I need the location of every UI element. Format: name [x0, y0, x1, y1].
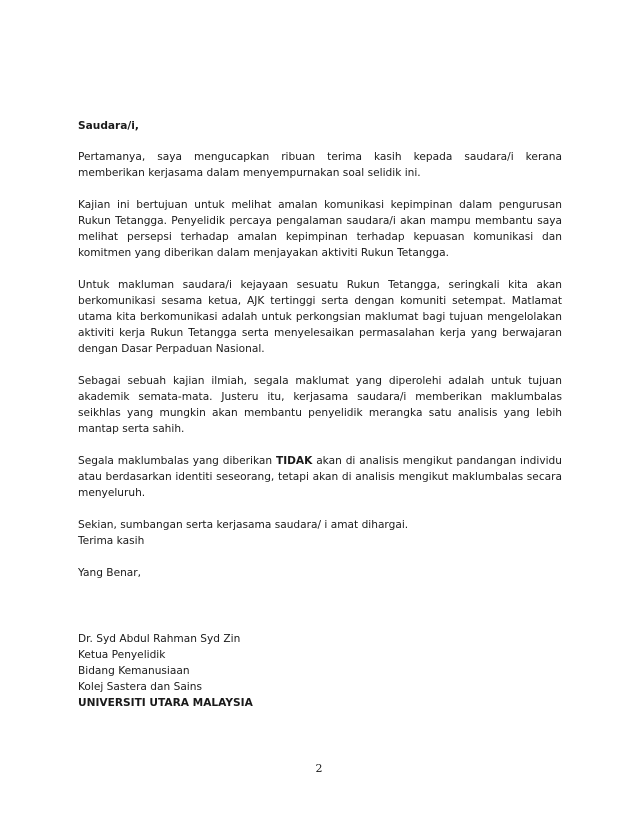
- closing-appreciation: Sekian, sumbangan serta kerjasama saudara/ i amat dihargai.: [78, 519, 409, 531]
- closing-thanks: Terima kasih: [78, 535, 145, 547]
- signatory-title: Ketua Penyelidik: [78, 649, 166, 661]
- signatory-department: Bidang Kemanusiaan: [78, 665, 190, 677]
- page-number: 2: [315, 762, 323, 775]
- paragraph-purpose: Kajian ini bertujuan untuk melihat amalan komunikasi kepimpinan dalam pengurusan Rukun Tetangga. Penyelidik percaya pengalaman saudara/i akan mampu membantu saya melihat persepsi terhadap amalan kepimpinan terhadap kepuasan komunikasi dan komitmen yang diberikan dalam menjayakan aktiviti Rukun Tetangga.: [78, 199, 562, 259]
- signatory-name: Dr. Syd Abdul Rahman Syd Zin: [78, 633, 241, 645]
- signatory-university: UNIVERSITI UTARA MALAYSIA: [78, 697, 253, 709]
- paragraph-academic: Sebagai sebuah kajian ilmiah, segala maklumat yang diperolehi adalah untuk tujuan akademik semata-mata. Justeru itu, kerjasama saudara/i memberikan maklumbalas seikhlas yang mungkin akan membantu penyelidik merangka satu analisis yang lebih mantap serta sahih.: [78, 375, 562, 435]
- confidentiality-text-after: akan di analisis mengikut pandangan individu atau berdasarkan identiti seseorang, tetapi akan di analisis mengikut maklumbalas secara menyeluruh.: [78, 455, 562, 499]
- confidentiality-emphasis: TIDAK: [275, 455, 313, 467]
- salutation: Saudara/i,: [78, 120, 139, 132]
- letter-body: [78, 118, 562, 711]
- valediction: Yang Benar,: [78, 567, 142, 579]
- paragraph-thanks: Pertamanya, saya mengucapkan ribuan terima kasih kepada saudara/i kerana memberikan kerjasama dalam menyempurnakan soal selidik ini.: [78, 151, 562, 179]
- signatory-college: Kolej Sastera dan Sains: [78, 681, 202, 693]
- confidentiality-text-before: Segala maklumbalas yang diberikan: [78, 455, 276, 467]
- paragraph-communication: Untuk makluman saudara/i kejayaan sesuatu Rukun Tetangga, seringkali kita akan berkomunikasi sesama ketua, AJK tertinggi serta dengan komuniti setempat. Matlamat utama kita berkomunikasi adalah untuk perkongsian maklumat bagi tujuan mengelolakan aktiviti kerja Rukun Tetangga serta menyelesaikan permasalahan kerja yang berwajaran dengan Dasar Perpaduan Nasional.: [78, 279, 562, 355]
- paragraph-confidentiality: [78, 453, 562, 501]
- signature-block: [78, 631, 562, 711]
